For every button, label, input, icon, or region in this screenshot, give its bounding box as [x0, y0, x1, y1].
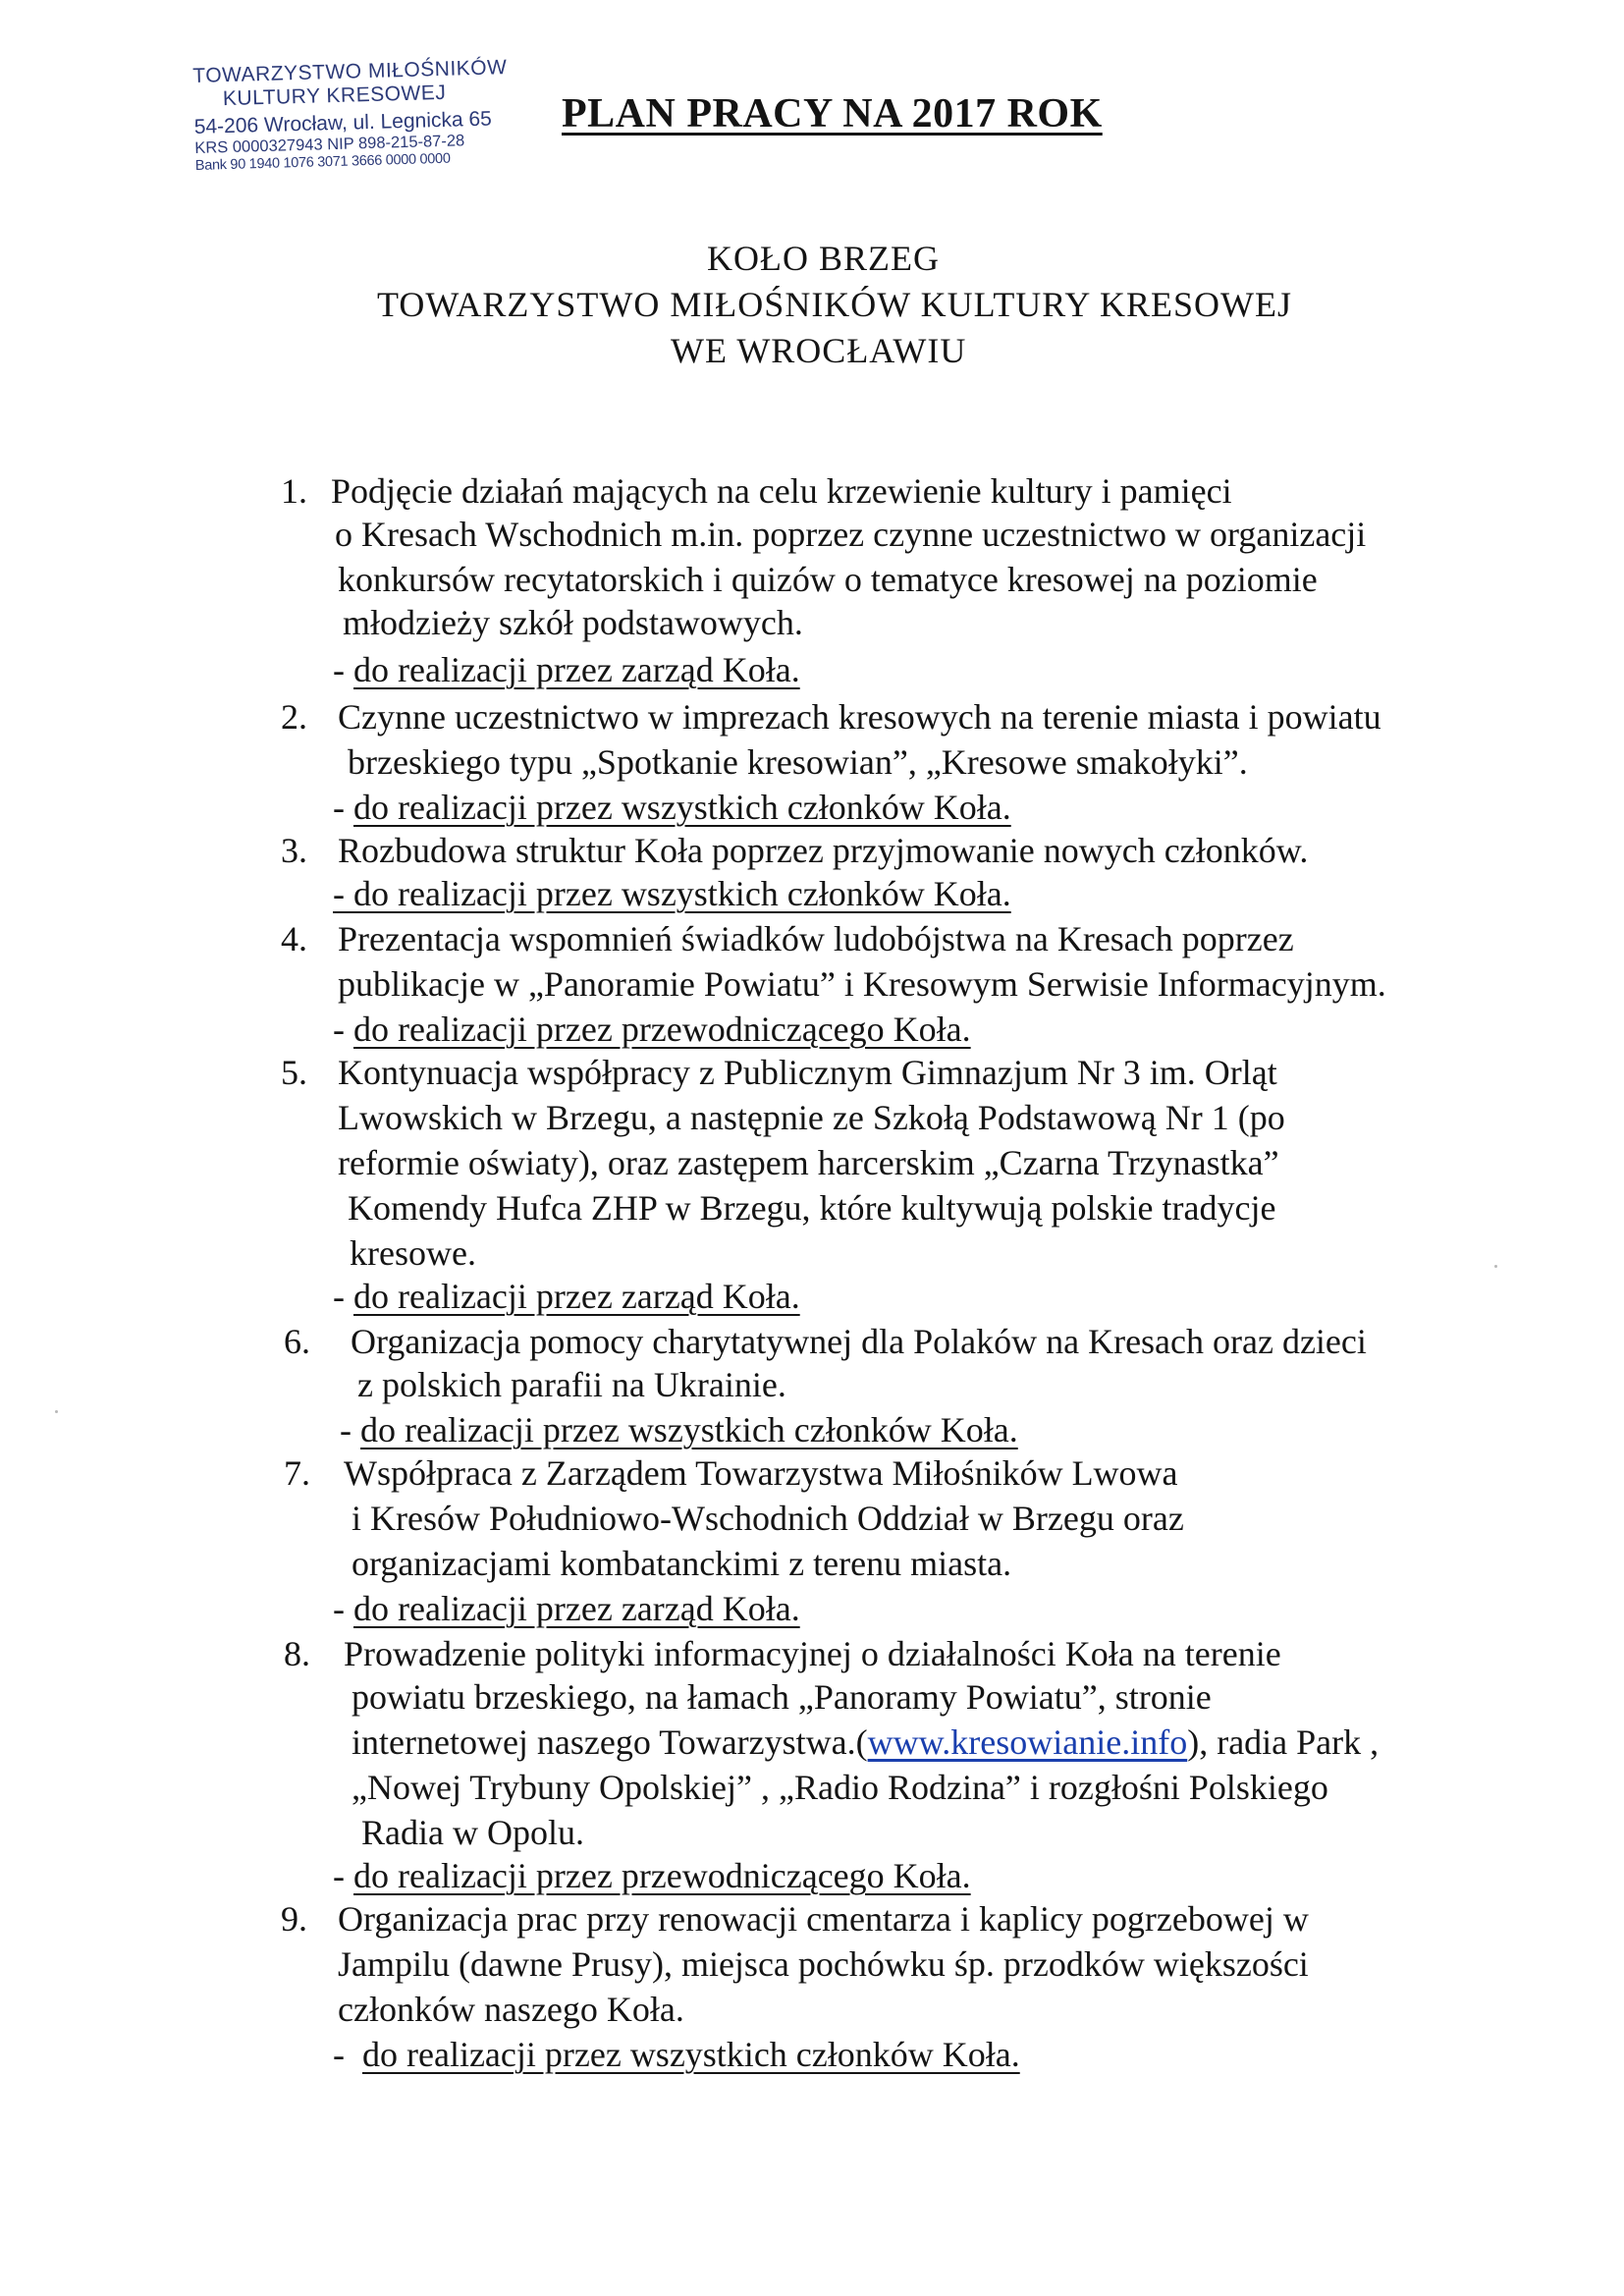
- item-line: organizacjami kombatanckimi z terenu miasta.: [352, 1544, 1012, 1583]
- responsible-text: do realizacji przez wszystkich członków Koła.: [362, 2035, 1020, 2074]
- item-line: Lwowskich w Brzegu, a następnie ze Szkołą Podstawową Nr 1 (po: [338, 1098, 1285, 1137]
- item-line: „Nowej Trybuny Opolskiej” , „Radio Rodzina” i rozgłośni Polskiego: [352, 1768, 1328, 1807]
- responsible-text: do realizacji przez wszystkich członków Koła.: [353, 874, 1011, 913]
- item-responsible: - do realizacji przez zarząd Koła.: [333, 1589, 800, 1628]
- responsible-text: do realizacji przez przewodniczącego Koła.: [353, 1010, 971, 1049]
- item-line: Podjęcie działań mających na celu krzewienie kultury i pamięci: [331, 471, 1232, 511]
- item-number: 9.: [281, 1899, 307, 1939]
- website-link[interactable]: www.kresowianie.info: [867, 1722, 1188, 1762]
- item-line: Organizacja pomocy charytatywnej dla Polaków na Kresach oraz dzieci: [351, 1322, 1367, 1361]
- item-line: Rozbudowa struktur Koła poprzez przyjmowanie nowych członków.: [338, 831, 1309, 870]
- heading-line-3: WE WROCŁAWIU: [671, 331, 967, 370]
- item-line: Prezentacja wspomnień świadków ludobójstwa na Kresach poprzez: [338, 919, 1294, 958]
- stamp-registry: KRS 0000327943 NIP 898-215-87-28: [194, 132, 465, 157]
- item-responsible: - do realizacji przez przewodniczącego Koła.: [333, 1010, 971, 1049]
- responsible-text: do realizacji przez wszystkich członków Koła.: [353, 788, 1011, 827]
- item-number: 2.: [281, 697, 307, 737]
- item-line: publikacje w „Panoramie Powiatu” i Kresowym Serwisie Informacyjnym.: [338, 964, 1386, 1004]
- item-line: młodzieży szkół podstawowych.: [343, 603, 803, 642]
- item-line: internetowej naszego Towarzystwa.(www.kresowianie.info), radia Park ,: [352, 1722, 1380, 1762]
- item-line: z polskich parafii na Ukrainie.: [357, 1365, 786, 1404]
- item-responsible: - do realizacji przez wszystkich członków Koła.: [333, 2035, 1020, 2074]
- stamp-org-name: TOWARZYSTWO MIŁOŚNIKÓW: [192, 56, 508, 87]
- item-line: Czynne uczestnictwo w imprezach kresowych na terenie miasta i powiatu: [338, 697, 1381, 737]
- scan-speck: [55, 1410, 58, 1413]
- item-line: konkursów recytatorskich i quizów o tematyce kresowej na poziomie: [338, 560, 1318, 599]
- item-number: 6.: [284, 1322, 310, 1361]
- item-number: 7.: [284, 1453, 310, 1493]
- item-line: Kontynuacja współpracy z Publicznym Gimnazjum Nr 3 im. Orląt: [338, 1053, 1277, 1092]
- item-responsible: - do realizacji przez wszystkich członków Koła.: [333, 788, 1011, 827]
- item-responsible: - do realizacji przez wszystkich członków Koła.: [333, 874, 1011, 913]
- responsible-text: do realizacji przez zarząd Koła.: [353, 1589, 800, 1628]
- item-line: Prowadzenie polityki informacyjnej o działalności Koła na terenie: [344, 1634, 1281, 1673]
- responsible-text: do realizacji przez zarząd Koła.: [353, 650, 800, 689]
- heading-line-1: KOŁO BRZEG: [707, 239, 940, 278]
- item-responsible: - do realizacji przez przewodniczącego Koła.: [333, 1856, 971, 1895]
- item-line: członków naszego Koła.: [338, 1990, 684, 2029]
- item-responsible: - do realizacji przez wszystkich członków Koła.: [340, 1410, 1018, 1449]
- item-line: Jampilu (dawne Prusy), miejsca pochówku śp. przodków większości: [338, 1944, 1309, 1984]
- responsible-text: do realizacji przez przewodniczącego Koła.: [353, 1856, 971, 1895]
- item-line: reformie oświaty), oraz zastępem harcerskim „Czarna Trzynastka”: [338, 1143, 1279, 1182]
- item-line: brzeskiego typu „Spotkanie kresowian”, „Kresowe smakołyki”.: [348, 742, 1248, 782]
- item-line: Organizacja prac przy renowacji cmentarza i kaplicy pogrzebowej w: [338, 1899, 1309, 1939]
- responsible-text: do realizacji przez zarząd Koła.: [353, 1277, 800, 1316]
- heading-line-2: TOWARZYSTWO MIŁOŚNIKÓW KULTURY KRESOWEJ: [377, 285, 1292, 324]
- stamp-org-name-2: KULTURY KRESOWEJ: [222, 81, 447, 111]
- item-line: Radia w Opolu.: [361, 1813, 584, 1852]
- stamp-bank: Bank 90 1940 1076 3071 3666 0000 0000: [194, 150, 451, 174]
- item-number: 5.: [281, 1053, 307, 1092]
- item-line: Komendy Hufca ZHP w Brzegu, które kultywują polskie tradycje: [348, 1188, 1276, 1228]
- item-line: kresowe.: [350, 1233, 476, 1273]
- item-number: 4.: [281, 919, 307, 958]
- document-title: PLAN PRACY NA 2017 ROK: [562, 91, 1103, 137]
- item-number: 8.: [284, 1634, 310, 1673]
- item-line: Współpraca z Zarządem Towarzystwa Miłośników Lwowa: [344, 1453, 1178, 1493]
- item-line: powiatu brzeskiego, na łamach „Panoramy Powiatu”, stronie: [352, 1677, 1212, 1717]
- scan-speck: [1494, 1265, 1497, 1268]
- responsible-text: do realizacji przez wszystkich członków Koła.: [360, 1410, 1018, 1449]
- item-line: i Kresów Południowo-Wschodnich Oddział w Brzegu oraz: [352, 1499, 1184, 1538]
- item-responsible: - do realizacji przez zarząd Koła.: [333, 1277, 800, 1316]
- item-responsible: - do realizacji przez zarząd Koła.: [333, 650, 800, 689]
- item-line: o Kresach Wschodnich m.in. poprzez czynne uczestnictwo w organizacji: [335, 515, 1367, 554]
- stamp-address: 54-206 Wrocław, ul. Legnicka 65: [193, 107, 493, 138]
- item-number: 3.: [281, 831, 307, 870]
- item-number: 1.: [281, 471, 307, 511]
